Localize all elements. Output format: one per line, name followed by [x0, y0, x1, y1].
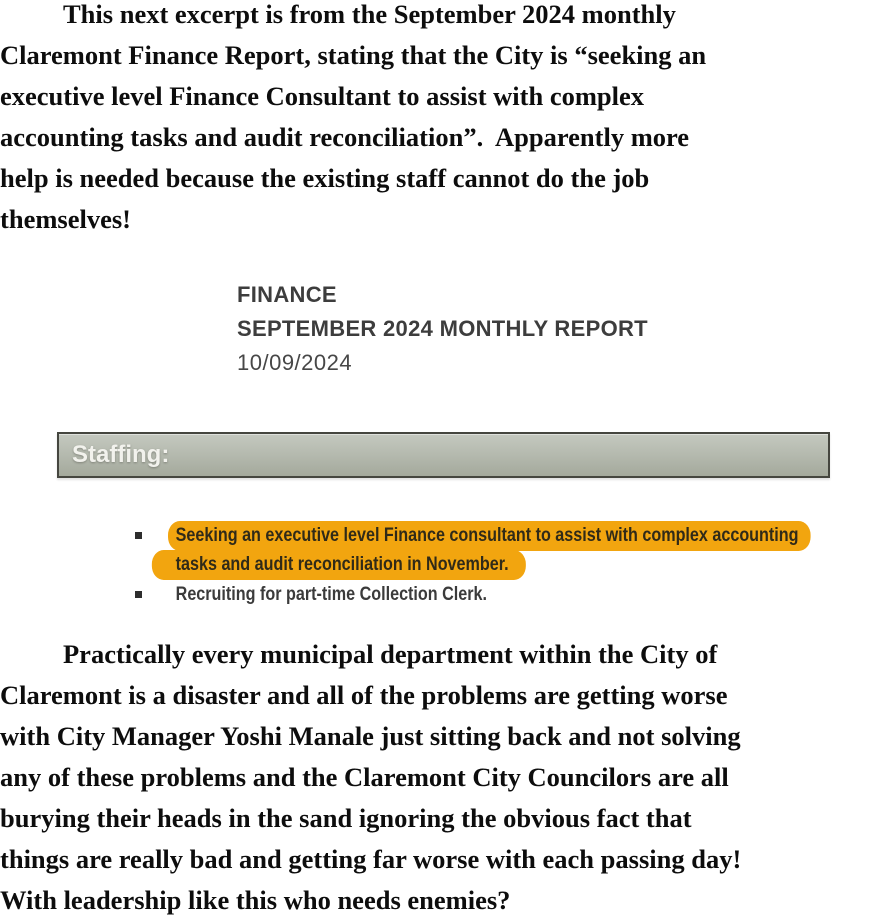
report-title: SEPTEMBER 2024 MONTHLY REPORT	[237, 316, 648, 341]
bullet-line	[168, 521, 810, 550]
paragraph-line: Claremont is a disaster and all of the problems are getting worse	[0, 680, 728, 710]
paragraph-line: With leadership like this who needs enemies?	[0, 885, 511, 915]
paragraph-line: This next excerpt is from the September 2024 monthly	[63, 0, 676, 29]
closing-paragraph	[0, 634, 880, 921]
paragraph-line: Practically every municipal department within the City of	[63, 639, 718, 669]
highlighted-text-line: tasks and audit reconciliation in November.	[152, 550, 526, 580]
report-department-title: FINANCE	[237, 282, 337, 307]
square-bullet-icon	[135, 532, 142, 539]
paragraph-line: burying their heads in the sand ignoring the obvious fact that	[0, 803, 692, 833]
intro-paragraph	[0, 0, 880, 240]
bullet-text-line: Recruiting for part-time Collection Clerk.	[175, 584, 488, 605]
report-date: 10/09/2024	[237, 350, 353, 375]
staffing-section-header-bar	[57, 432, 830, 478]
paragraph-line: any of these problems and the Claremont City Councilors are all	[0, 762, 729, 792]
paragraph-line: with City Manager Yoshi Manale just sitting back and not solving	[0, 721, 741, 751]
bullet-text-collection-clerk	[168, 580, 487, 609]
paragraph-line: executive level Finance Consultant to assist with complex	[0, 81, 645, 111]
bullet-line	[168, 580, 487, 609]
report-header	[237, 278, 648, 380]
paragraph-line: help is needed because the existing staff cannot do the job	[0, 163, 650, 193]
staffing-bullet-list	[135, 521, 880, 609]
paragraph-line: accounting tasks and audit reconciliation”. Apparently more	[0, 122, 690, 152]
highlighted-text-line: Seeking an executive level Finance consultant to assist with complex accounting	[168, 521, 810, 551]
bullet-item-collection-clerk	[135, 580, 880, 609]
bullet-text-consultant	[168, 521, 810, 579]
finance-report-screenshot	[0, 258, 880, 630]
paragraph-line: Claremont Finance Report, stating that the City is “seeking an	[0, 40, 707, 70]
paragraph-line: themselves!	[0, 204, 131, 234]
staffing-section-title: Staffing:	[72, 441, 170, 468]
bullet-line	[168, 550, 810, 579]
square-bullet-icon	[135, 591, 142, 598]
bullet-item-consultant	[135, 521, 880, 579]
paragraph-line: things are really bad and getting far worse with each passing day!	[0, 844, 742, 874]
